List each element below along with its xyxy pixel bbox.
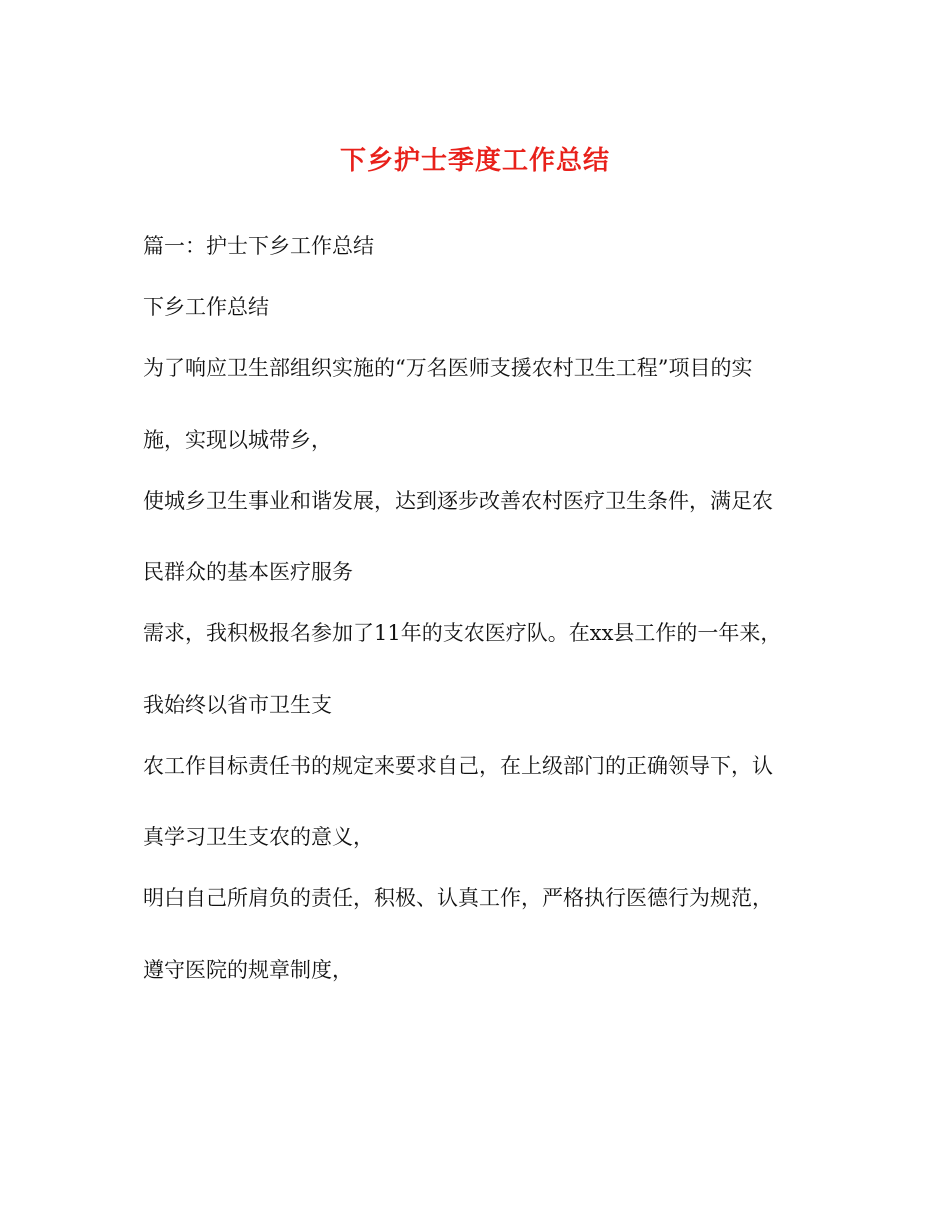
- body-line: 真学习卫生支农的意义，: [143, 825, 374, 849]
- body-line: 下乡工作总结: [143, 295, 269, 319]
- body-line: 我始终以省市卫生支: [143, 693, 332, 717]
- body-line: 农工作目标责任书的规定来要求自己，在上级部门的正确领导下，认: [143, 754, 773, 778]
- document-title: 下乡护士季度工作总结: [339, 146, 610, 176]
- body-line: 使城乡卫生事业和谐发展，达到逐步改善农村医疗卫生条件，满足农: [143, 489, 773, 513]
- body-line: 篇一：护士下乡工作总结: [143, 234, 374, 258]
- body-line: 明白自己所肩负的责任，积极、认真工作，严格执行医德行为规范，: [143, 886, 773, 910]
- body-line: 施，实现以城带乡，: [143, 428, 332, 452]
- body-line: 民群众的基本医疗服务: [143, 560, 353, 584]
- body-line: 为了响应卫生部组织实施的“万名医师支援农村卫生工程”项目的实: [143, 356, 753, 380]
- body-line: 需求，我积极报名参加了11年的支农医疗队。在xx县工作的一年来，: [143, 621, 782, 645]
- body-line: 遵守医院的规章制度，: [143, 958, 353, 982]
